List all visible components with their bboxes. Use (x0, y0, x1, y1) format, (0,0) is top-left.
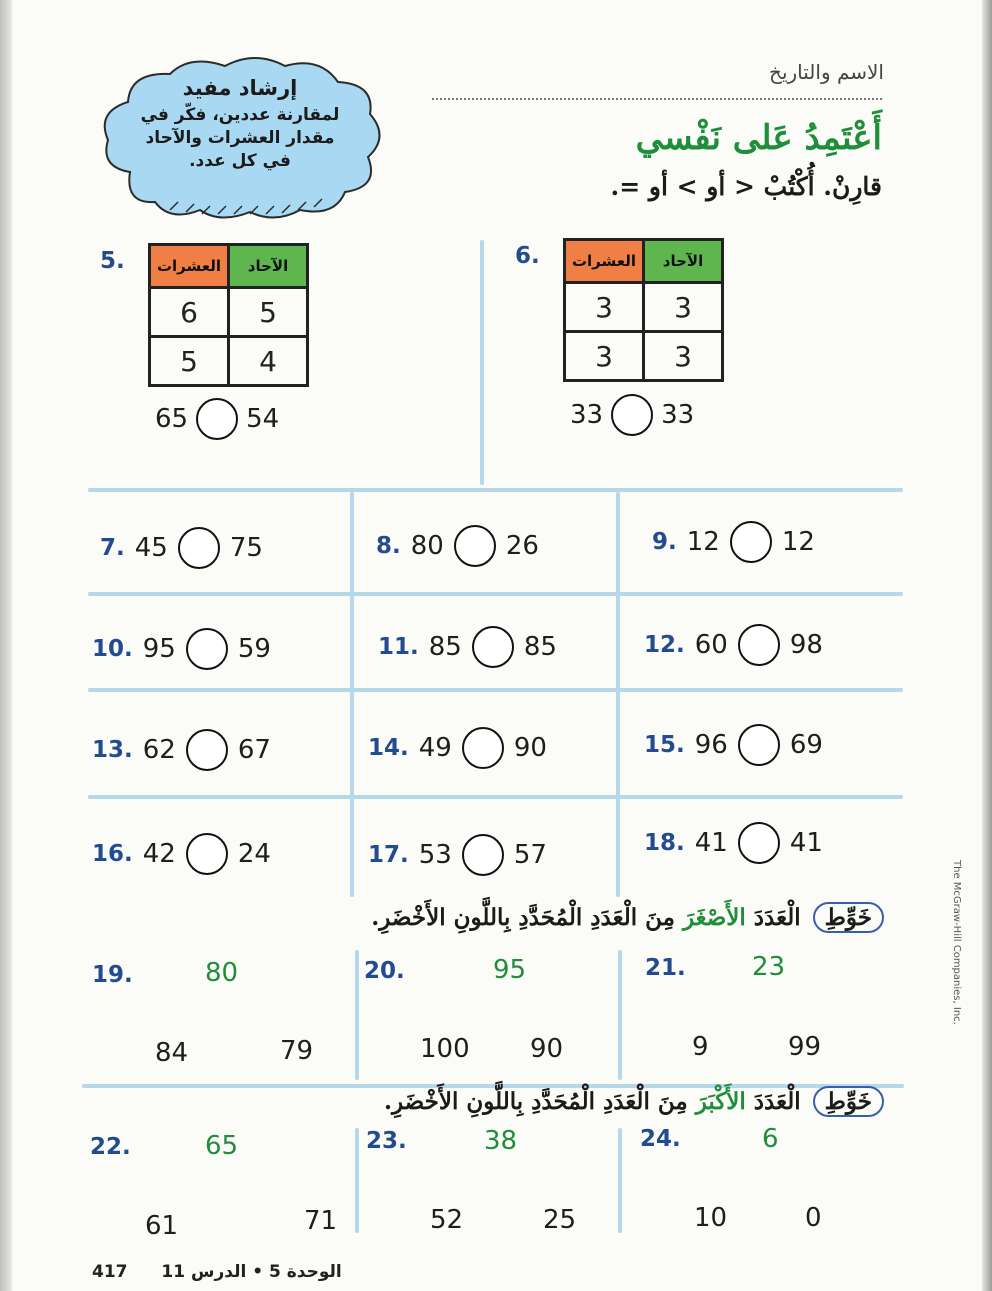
place-value-table-5 (148, 243, 309, 387)
answer-circle[interactable] (178, 527, 220, 569)
option-number[interactable]: 100 (420, 1034, 470, 1064)
problem-number: 12. (644, 632, 685, 658)
option-number[interactable]: 84 (155, 1038, 189, 1068)
hint-title: إرشاد مفيد (182, 76, 298, 100)
table-cell: 3 (644, 283, 723, 332)
target-number: 80 (205, 958, 239, 988)
place-value-table-6 (563, 238, 724, 382)
hint-cloud (90, 52, 390, 222)
table-cell: 5 (229, 288, 308, 337)
left-number: 42 (142, 839, 176, 869)
problem-number: 7. (100, 535, 125, 561)
page-edge-right (982, 0, 992, 1291)
answer-circle[interactable] (611, 394, 653, 436)
left-number: 41 (694, 828, 728, 858)
section-smaller-instruction (371, 902, 884, 933)
option-number[interactable]: 61 (145, 1211, 179, 1241)
divider-vertical (480, 240, 484, 485)
table-cell: 3 (565, 332, 644, 381)
problem-15 (644, 724, 823, 766)
problem-16 (92, 833, 271, 875)
problem-number: 18. (644, 830, 685, 856)
tens-header: العشرات (150, 245, 229, 288)
option-number[interactable]: 90 (530, 1034, 564, 1064)
divider-vertical (355, 950, 359, 1080)
tens-header: العشرات (565, 240, 644, 283)
right-number: 12 (781, 527, 815, 557)
page-footer (92, 1262, 342, 1282)
divider-horizontal (88, 795, 903, 799)
left-number: 95 (142, 634, 176, 664)
option-number[interactable]: 79 (280, 1036, 314, 1066)
problem-11 (378, 626, 557, 668)
circle-verb: خَوِّطِ (813, 902, 884, 933)
problem-7 (100, 527, 263, 569)
table-cell: 5 (150, 337, 229, 386)
right-number: 85 (523, 632, 557, 662)
page-edge-left (0, 0, 12, 1291)
target-number: 38 (484, 1126, 518, 1156)
right-number: 41 (789, 828, 823, 858)
page-number: 417 (92, 1262, 128, 1282)
right-number: 90 (513, 733, 547, 763)
circle-verb: خَوِّطِ (813, 1086, 884, 1117)
instruction-part: الْعَدَدَ (753, 904, 801, 931)
left-number: 60 (694, 630, 728, 660)
answer-circle[interactable] (454, 525, 496, 567)
instruction-text: قارِنْ. أُكْتُبْ < أو > أو =. (610, 172, 882, 201)
problem-12 (644, 624, 823, 666)
table-cell: 6 (150, 288, 229, 337)
divider-horizontal (88, 592, 903, 596)
option-number[interactable]: 0 (805, 1203, 822, 1233)
answer-circle[interactable] (186, 628, 228, 670)
table-cell: 3 (644, 332, 723, 381)
answer-circle[interactable] (730, 521, 772, 563)
problem-9 (652, 521, 815, 563)
answer-circle[interactable] (462, 834, 504, 876)
problem-14 (368, 727, 547, 769)
side-credit: The McGraw-Hill Companies, Inc. (951, 860, 962, 1025)
instruction-part: مِنَ الْعَدَدِ الْمُحَدَّدِ بِاللَّونِ الأَخْضَرِ. (371, 904, 675, 931)
divider-horizontal (88, 688, 903, 692)
divider-vertical (618, 950, 622, 1080)
left-number: 12 (686, 527, 720, 557)
answer-circle[interactable] (186, 833, 228, 875)
problem-number: 23. (366, 1128, 407, 1154)
option-number[interactable]: 52 (430, 1205, 464, 1235)
target-number: 23 (752, 952, 786, 982)
answer-circle[interactable] (738, 624, 780, 666)
problem-number: 13. (92, 737, 133, 763)
table-cell: 4 (229, 337, 308, 386)
problem-number: 10. (92, 636, 133, 662)
right-number: 54 (246, 404, 280, 434)
answer-circle[interactable] (196, 398, 238, 440)
problem-8 (376, 525, 539, 567)
right-number: 59 (237, 634, 271, 664)
problem-number: 24. (640, 1126, 681, 1152)
right-number: 69 (789, 730, 823, 760)
problem-number: 15. (644, 732, 685, 758)
problem-number: 9. (652, 529, 677, 555)
left-number: 62 (142, 735, 176, 765)
right-number: 57 (513, 840, 547, 870)
left-number: 96 (694, 730, 728, 760)
right-number: 75 (229, 533, 263, 563)
page-title: أَعْتَمِدُ عَلى نَفْسي (635, 118, 882, 158)
problem-number: 22. (90, 1134, 131, 1160)
left-number: 45 (134, 533, 168, 563)
problem-number: 11. (378, 634, 419, 660)
answer-circle[interactable] (186, 729, 228, 771)
instruction-part: الْعَدَدَ (753, 1088, 801, 1115)
target-number: 65 (205, 1131, 239, 1161)
left-number: 33 (570, 400, 604, 430)
lesson-label: الوحدة 5 • الدرس 11 (161, 1262, 342, 1282)
divider-vertical (355, 1128, 359, 1233)
comparison-6 (570, 394, 694, 436)
target-number: 6 (762, 1124, 779, 1154)
left-number: 80 (410, 531, 444, 561)
comparison-5 (155, 398, 279, 440)
instruction-highlight: الأَكْبَرَ (695, 1088, 746, 1115)
answer-circle[interactable] (462, 727, 504, 769)
divider-horizontal (88, 488, 903, 492)
instruction-part: مِنَ الْعَدَدِ الْمُحَدَّدِ بِاللَّونِ الأَخْضَرِ. (383, 1088, 688, 1115)
instruction-highlight: الأَصْغَرَ (682, 904, 746, 931)
option-number[interactable]: 10 (694, 1203, 728, 1233)
problem-number: 19. (92, 962, 133, 988)
problem-number: 14. (368, 735, 409, 761)
option-number[interactable]: 25 (543, 1205, 577, 1235)
left-number: 49 (418, 733, 452, 763)
option-number[interactable]: 71 (304, 1206, 338, 1236)
name-date-line[interactable] (432, 98, 882, 100)
problem-number: 21. (645, 955, 686, 981)
problem-10 (92, 628, 271, 670)
right-number: 98 (789, 630, 823, 660)
right-number: 67 (237, 735, 271, 765)
target-number: 95 (493, 955, 527, 985)
problem-number: 16. (92, 841, 133, 867)
section-larger-instruction (384, 1086, 884, 1117)
divider-vertical (350, 492, 354, 897)
name-date-label: الاسم والتاريخ (769, 60, 884, 84)
divider-vertical (616, 492, 620, 897)
problem-number: 20. (364, 958, 405, 984)
answer-circle[interactable] (738, 724, 780, 766)
problem-17 (368, 834, 547, 876)
option-number[interactable]: 99 (788, 1032, 822, 1062)
ones-header: الآحاد (644, 240, 723, 283)
answer-circle[interactable] (738, 822, 780, 864)
problem-number: 8. (376, 533, 401, 559)
ones-header: الآحاد (229, 245, 308, 288)
left-number: 85 (428, 632, 462, 662)
left-number: 53 (418, 840, 452, 870)
divider-vertical (618, 1128, 622, 1233)
right-number: 26 (505, 531, 539, 561)
problem-6-number: 6. (515, 243, 540, 269)
problem-18 (644, 822, 823, 864)
left-number: 65 (155, 404, 189, 434)
right-number: 24 (237, 839, 271, 869)
problem-13 (92, 729, 271, 771)
hint-body: لمقارنة عددين، فكّر في مقدار العشرات والآحاد في كل عدد. (140, 105, 340, 171)
option-number[interactable]: 9 (692, 1032, 709, 1062)
answer-circle[interactable] (472, 626, 514, 668)
right-number: 33 (661, 400, 695, 430)
problem-number: 17. (368, 842, 409, 868)
problem-5-number: 5. (100, 248, 125, 274)
table-cell: 3 (565, 283, 644, 332)
